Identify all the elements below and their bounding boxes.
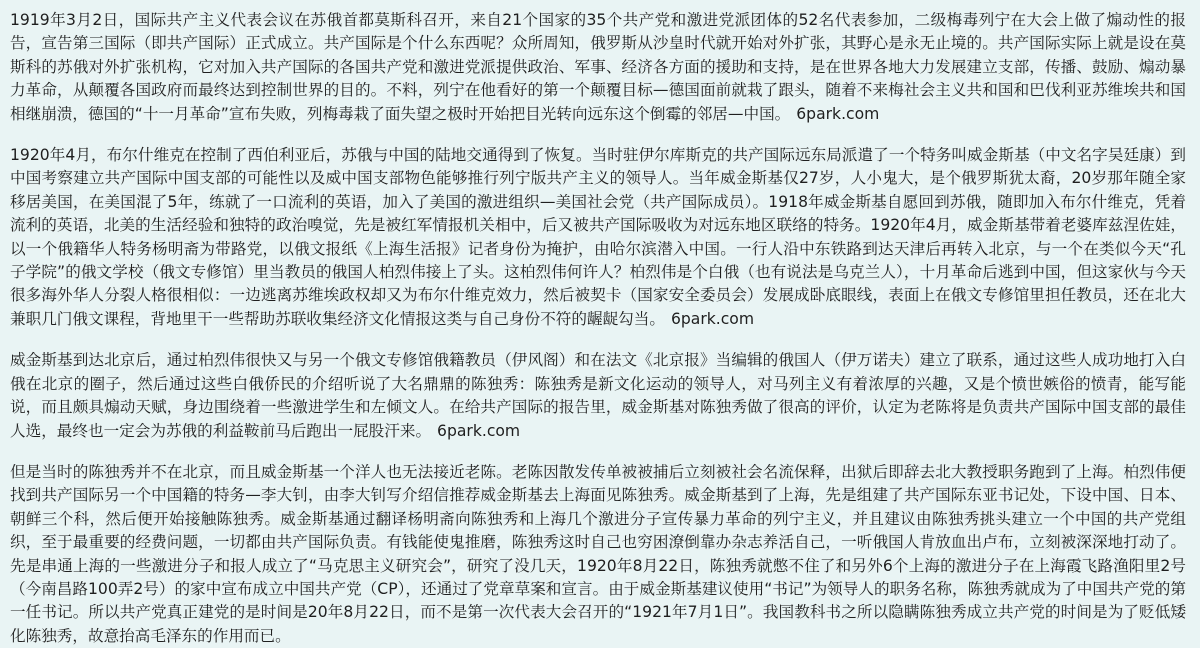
paragraph-1-source: 6park.com xyxy=(796,104,880,123)
paragraph-3-source: 6park.com xyxy=(437,421,521,440)
paragraph-1 xyxy=(10,9,1186,126)
paragraph-1-text: 1919年3月2日，国际共产主义代表会议在苏俄首都莫斯科召开，来自21个国家的35个共产党和激进党派团体的52名代表参加，二级梅毒列宁在大会上做了煽动性的报告，宣告第三国际（即共产国际）正式成立。共产国际是个什么东西呢？众所周知，俄罗斯从沙皇时代就开始对外扩张，其野心是永无止境的。共产国际实际上就是设在莫斯科的苏俄对外扩张机构，它对加入共产国际的各国共产党和激进党派提供政治、军事、经济各方面的援助和支持，是在世界各地大力发展建立支部，传播、鼓励、煽动暴力革命，从颠覆各国政府而最终达到控制世界的目的。不料，列宁在他看好的第一个颠覆目标—德国面前就栽了跟头，随着不来梅社会主义共和国和巴伐利亚苏维埃共和国相继崩溃，德国的“十一月革命”宣布失败，列梅毒栽了面失望之极时开始把目光转向远东这个倒霉的邻居—中国。 xyxy=(10,11,1186,123)
paragraph-4-text: 但是当时的陈独秀并不在北京，而且威金斯基一个洋人也无法接近老陈。老陈因散发传单被被捕后立刻被社会名流保释，出狱后即辞去北大教授职务跑到了上海。柏烈伟便找到共产国际另一个中国籍的特务—李大钊，由李大钊写介绍信推荐威金斯基去上海面见陈独秀。威金斯基到了上海，先是组建了共产国际东亚书记处，下设中国、日本、朝鲜三个科，然后便开始接触陈独秀。威金斯基通过翻译杨明斋向陈独秀和上海几个激进分子宣传暴力革命的列宁主义，并且建议由陈独秀挑头建立一个中国的共产党组织，至于最重要的经费问题，一切都由共产国际负责。有钱能使鬼推磨，陈独秀这时自己也穷困潦倒靠办杂志养活自己，一听俄国人肯放血出卢布，立刻被深深地打动了。先是串通上海的一些激进分子和报人成立了“马克思主义研究会”，研究了没几天，1920年8月22日，陈独秀就憋不住了和另外6个上海的激进分子在上海霞飞路渔阳里2号（今南昌路100弄2号）的家中宣布成立中国共产党（CP），还通过了党章草案和宣言。由于威金斯基建议使用“书记”为领导人的职务名称，陈独秀就成为了中国共产党的第一任书记。所以共产党真正建党的是时间是20年8月22日，而不是第一次代表大会召开的“1921年7月1日”。我国教科书之所以隐瞒陈独秀成立共产党的时间是为了贬低矮化陈独秀，故意抬高毛泽东的作用而已。 xyxy=(10,462,1186,645)
paragraph-2-text: 1920年4月，布尔什维克在控制了西伯利亚后，苏俄与中国的陆地交通得到了恢复。当时驻伊尔库斯克的共产国际远东局派遣了一个特务叫威金斯基（中文名字吴廷康）到中国考察建立共产国际中国支部的可能性以及威中国支部物色能够推行列宁版共产主义的领导人。当年威金斯基仅27岁，人小鬼大，是个俄罗斯犹太裔，20岁那年随全家移居美国，在美国混了5年，练就了一口流利的英语，加入了美国的激进组织—美国社会党（共产国际成员）。1918年威金斯基自愿回到苏俄，随即加入布尔什维克，凭着流利的英语，北美的生活经验和独特的政治嗅觉，先是被红军情报机关相中，后又被共产国际吸收为对远东地区联络的特务。1920年4月，威金斯基带着老婆库兹涅佐娃，以一个俄籍华人特务杨明斋为带路党，以俄文报纸《上海生活报》记者身份为掩护，由哈尔滨潜入中国。一行人沿中东铁路到达天津后再转入北京，与一个在类似今天“孔子学院”的俄文学校（俄文专修馆）里当教员的俄国人柏烈伟接上了头。这柏烈伟何许人？柏烈伟是个白俄（也有说法是乌克兰人），十月革命后逃到中国，但这家伙与今天很多海外华人分裂人格很相似：一边逃离苏维埃政权却又为布尔什维克效力，然后被契卡（国家安全委员会）发展成卧底眼线，表面上在俄文专修馆里担任教员，还在北大兼职几门俄文课程，背地里干一些帮助苏联收集经济文化情报这类与自己身份不符的龌龊勾当。 xyxy=(10,146,1186,328)
paragraph-3 xyxy=(10,349,1186,443)
paragraph-3-text: 威金斯基到达北京后，通过柏烈伟很快又与另一个俄文专修馆俄籍教员（伊风阁）和在法文《北京报》当编辑的俄国人（伊万诺夫）建立了联系，通过这些人成功地打入白俄在北京的圈子，然后通过这些白俄侨民的介绍听说了大名鼎鼎的陈独秀：陈独秀是新文化运动的领导人，对马列主义有着浓厚的兴趣，又是个愤世嫉俗的愤青，能写能说，而且颇具煽动天赋，身边围绕着一些激进学生和左倾文人。在给共产国际的报告里，威金斯基对陈独秀做了很高的评价，认定为老陈将是负责共产国际中国支部的最佳人选，最终也一定会为苏俄的利益鞍前马后跑出一屁股汗来。 xyxy=(10,351,1186,440)
paragraph-2-source: 6park.com xyxy=(670,309,755,328)
paragraph-4 xyxy=(10,461,1186,648)
paragraph-2 xyxy=(10,144,1186,331)
